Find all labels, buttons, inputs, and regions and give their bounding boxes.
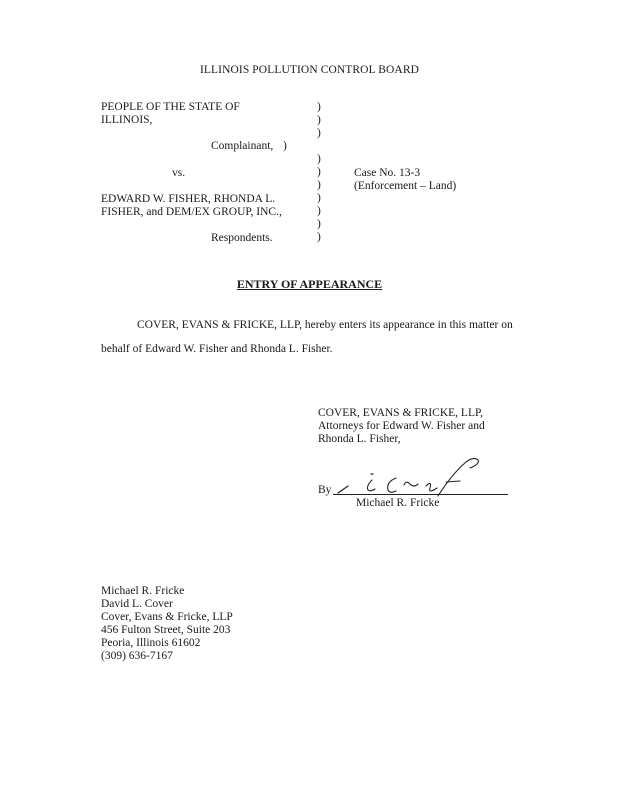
contact-street: 456 Fulton Street, Suite 203 [101, 624, 231, 636]
respondent-line-1: EDWARD W. FISHER, RHONDA L. [101, 193, 276, 205]
contact-phone: (309) 636-7167 [101, 650, 173, 662]
caption-paren: ) [317, 179, 321, 191]
signature-firm: COVER, EVANS & FRICKE, LLP, [318, 407, 483, 419]
caption-paren: ) [317, 218, 321, 230]
signer-name: Michael R. Fricke [356, 497, 440, 509]
document-title: ENTRY OF APPEARANCE [236, 277, 383, 291]
contact-firm: Cover, Evans & Fricke, LLP [101, 611, 233, 623]
case-number: Case No. 13-3 [354, 167, 421, 179]
caption-paren: ) [317, 153, 321, 165]
contact-city: Peoria, Illinois 61602 [101, 637, 201, 649]
caption-paren: ) [317, 231, 321, 243]
caption-paren: ) [317, 114, 321, 126]
caption-paren: ) [317, 127, 321, 139]
complainant-line-1: PEOPLE OF THE STATE OF [101, 101, 240, 113]
versus-label: vs. [172, 167, 186, 179]
complainant-role: Complainant, [211, 140, 274, 152]
signature-attorneys-line-2: Rhonda L. Fisher, [318, 433, 401, 445]
caption-paren: ) [317, 192, 321, 204]
handwritten-signature [334, 452, 494, 502]
by-label: By [318, 484, 332, 496]
caption-paren: ) [317, 205, 321, 217]
caption-paren: ) [317, 101, 321, 113]
respondent-line-2: FISHER, and DEM/EX GROUP, INC., [101, 206, 282, 218]
respondent-role: Respondents. [211, 232, 273, 244]
caption-paren: ) [283, 140, 287, 152]
body-paragraph: COVER, EVANS & FRICKE, LLP, hereby enters its appearance in this matter on behalf of Edward W. Fisher and Rhonda L. Fisher. [101, 319, 513, 355]
board-heading: ILLINOIS POLLUTION CONTROL BOARD [199, 64, 420, 76]
signature-attorneys-line-1: Attorneys for Edward W. Fisher and [318, 420, 485, 432]
contact-name-2: David L. Cover [101, 598, 173, 610]
caption-paren: ) [317, 166, 321, 178]
case-type: (Enforcement – Land) [354, 180, 457, 192]
contact-name-1: Michael R. Fricke [101, 585, 185, 597]
complainant-line-2: ILLINOIS, [101, 114, 153, 126]
